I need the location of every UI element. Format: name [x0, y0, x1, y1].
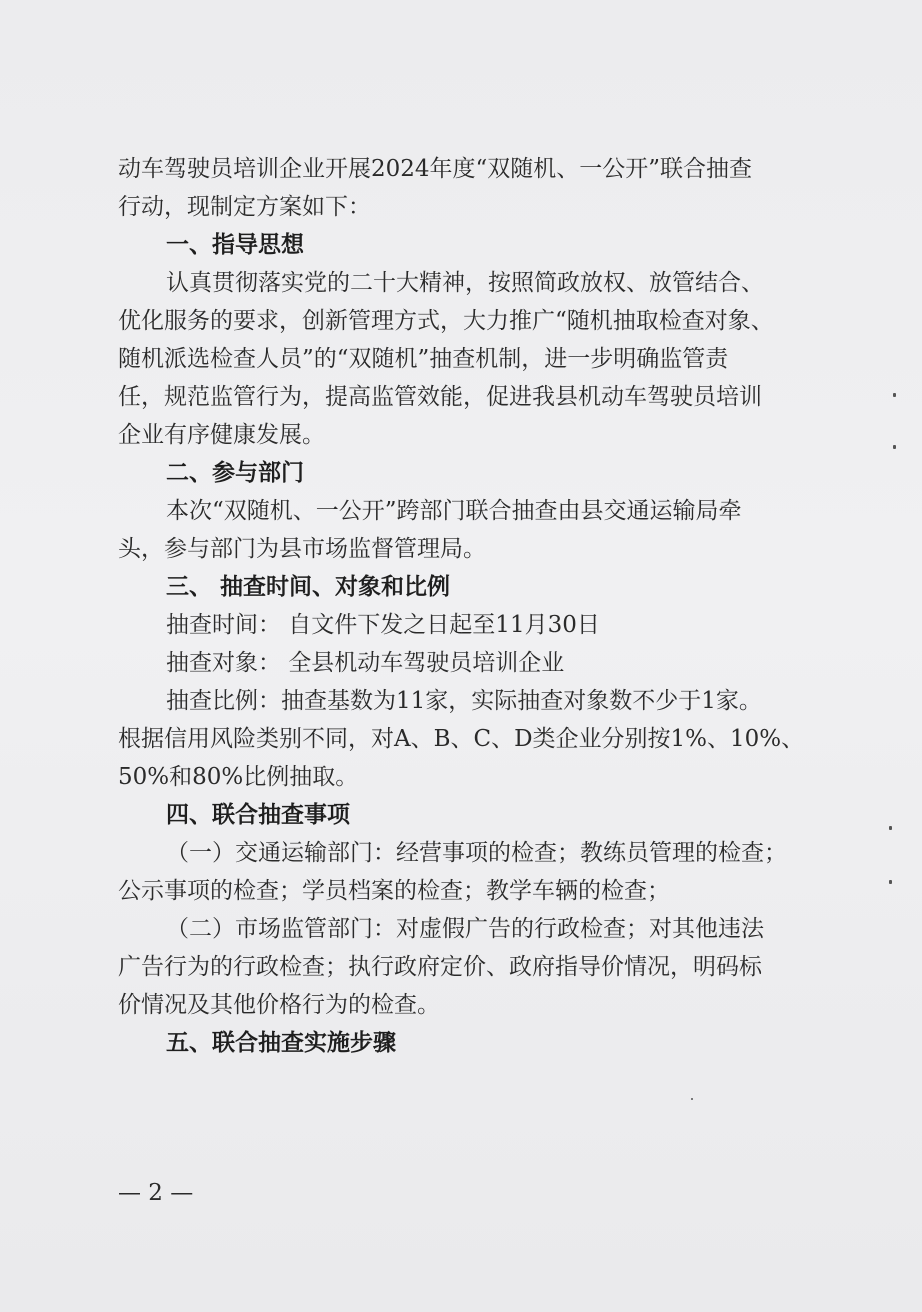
body-line: 任，规范监管行为，提高监管效能，促进我县机动车驾驶员培训 — [118, 384, 762, 410]
inspection-object-line: 抽查对象： 全县机动车驾驶员培训企业 — [166, 650, 565, 676]
body-line: 头，参与部门为县市场监督管理局。 — [118, 536, 486, 562]
body-line: 随机派选检查人员”的“双随机”抽查机制，进一步明确监管责 — [118, 346, 729, 372]
scan-dot — [691, 1098, 693, 1100]
section-heading-time-object-ratio: 三、 抽查时间、对象和比例 — [166, 574, 451, 600]
body-line: 行动，现制定方案如下： — [118, 194, 371, 220]
body-line: 广告行为的行政检查；执行政府定价、政府指导价情况，明码标 — [118, 954, 762, 980]
scan-dot — [889, 880, 892, 884]
scan-dot — [893, 393, 896, 397]
section-heading-inspection-items: 四、联合抽查事项 — [166, 802, 350, 828]
body-line: 动车驾驶员培训企业开展2024年度“双随机、一公开”联合抽查 — [118, 156, 753, 182]
body-line: 50%和80%比例抽取。 — [118, 764, 359, 790]
section-heading-implementation-steps: 五、联合抽查实施步骤 — [166, 1030, 396, 1056]
document-body — [118, 150, 808, 1062]
section-heading-guiding-ideology: 一、指导思想 — [166, 232, 304, 258]
body-line: 优化服务的要求，创新管理方式，大力推广“随机抽取检查对象、 — [118, 308, 774, 334]
paragraph-start: 认真贯彻落实党的二十大精神，按照简政放权、放管结合、 — [166, 270, 764, 296]
paragraph-start: （二）市场监管部门：对虚假广告的行政检查；对其他违法 — [166, 916, 764, 942]
scan-dot — [893, 445, 896, 449]
body-line: 价情况及其他价格行为的检查。 — [118, 992, 440, 1018]
section-heading-departments: 二、参与部门 — [166, 460, 304, 486]
page-number: — 2 — — [118, 1180, 194, 1206]
paragraph-start: 本次“双随机、一公开”跨部门联合抽查由县交通运输局牵 — [166, 498, 742, 524]
paragraph-start: （一）交通运输部门：经营事项的检查；教练员管理的检查； — [166, 840, 787, 866]
inspection-time-line: 抽查时间： 自文件下发之日起至11月30日 — [166, 612, 600, 638]
body-line: 根据信用风险类别不同，对A、B、C、D类企业分别按1%、10%、 — [118, 726, 805, 752]
inspection-ratio-line: 抽查比例：抽查基数为11家，实际抽查对象数不少于1家。 — [166, 688, 762, 714]
body-line: 公示事项的检查；学员档案的检查；教学车辆的检查； — [118, 878, 670, 904]
scan-dot — [889, 826, 892, 830]
body-line: 企业有序健康发展。 — [118, 422, 325, 448]
